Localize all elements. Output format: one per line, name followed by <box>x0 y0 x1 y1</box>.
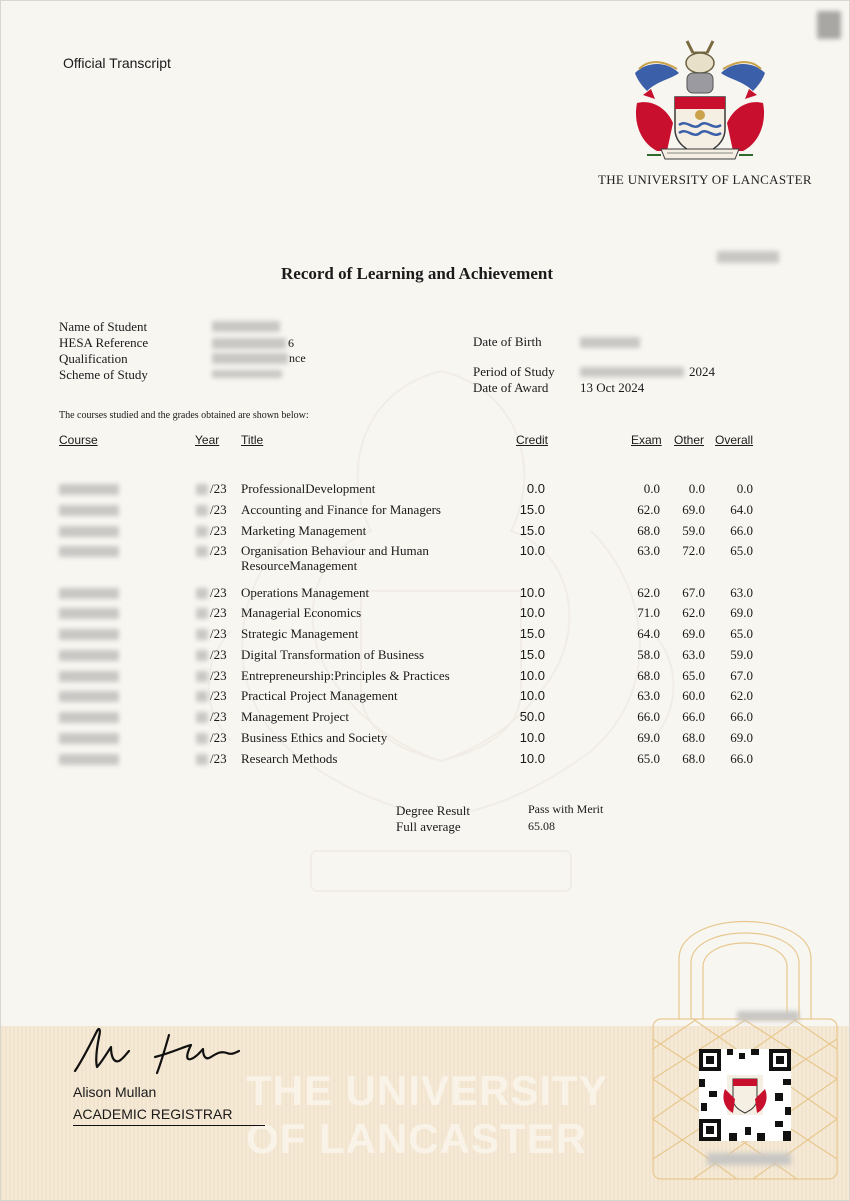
redacted-year <box>196 546 208 557</box>
redacted-dob <box>580 337 640 348</box>
redacted-serial-top <box>737 1011 799 1021</box>
row-other: 68.0 <box>682 751 705 766</box>
label-period-of-study: Period of Study <box>473 364 555 379</box>
label-date-of-birth: Date of Birth <box>473 334 542 349</box>
row-exam: 68.0 <box>637 523 660 538</box>
row-exam: 0.0 <box>643 481 660 496</box>
row-overall: 65.0 <box>730 543 753 558</box>
row-other: 59.0 <box>682 523 705 538</box>
redacted-year <box>196 712 208 723</box>
row-overall: 66.0 <box>730 751 753 766</box>
row-overall: 69.0 <box>730 730 753 745</box>
redacted-year <box>196 733 208 744</box>
redacted-serial-bottom <box>707 1153 791 1165</box>
label-degree-result: Degree Result <box>396 803 471 818</box>
intro-text: The courses studied and the grades obtained are shown below: <box>59 410 309 421</box>
redacted-year <box>196 526 208 537</box>
row-overall: 63.0 <box>730 585 753 600</box>
row-title: Practical Project Management <box>241 688 398 703</box>
row-year: /23 <box>210 688 227 703</box>
row-other: 65.0 <box>682 668 705 683</box>
row-year: /23 <box>210 730 227 745</box>
row-overall: 62.0 <box>730 688 753 703</box>
redacted-year <box>196 650 208 661</box>
hesa-partial: 6 <box>288 336 294 350</box>
row-year: /23 <box>210 626 227 641</box>
row-exam: 63.0 <box>637 688 660 703</box>
row-overall: 65.0 <box>730 626 753 641</box>
redacted-course-code <box>59 505 119 516</box>
row-year: /23 <box>210 481 227 496</box>
row-exam: 63.0 <box>637 543 660 558</box>
row-exam: 69.0 <box>637 730 660 745</box>
degree-result-value: Pass with Merit <box>528 802 604 816</box>
redacted-year <box>196 484 208 495</box>
row-credit: 15.0 <box>519 502 545 517</box>
row-title: Digital Transformation of Business <box>241 647 425 662</box>
redacted-course-code <box>59 608 119 619</box>
row-exam: 64.0 <box>637 626 660 641</box>
university-crest-icon <box>627 33 773 163</box>
redacted-course-code <box>59 526 119 537</box>
redacted-id <box>717 251 779 263</box>
row-overall: 0.0 <box>736 481 753 496</box>
row-credit: 10.0 <box>519 688 545 703</box>
row-year: /23 <box>210 709 227 724</box>
full-average-value: 65.08 <box>528 819 555 833</box>
row-title: Strategic Management <box>241 626 359 641</box>
row-exam: 65.0 <box>637 751 660 766</box>
row-credit: 50.0 <box>519 709 545 724</box>
row-title: Management Project <box>241 709 349 724</box>
row-overall: 66.0 <box>730 523 753 538</box>
redacted-year <box>196 588 208 599</box>
watermark-line-2: OF LANCASTER <box>246 1115 587 1162</box>
label-full-average: Full average <box>396 819 461 834</box>
row-title: Organisation Behaviour and Human ResourceManagement <box>241 543 429 573</box>
row-credit: 15.0 <box>519 523 545 538</box>
row-credit: 0.0 <box>526 481 545 496</box>
row-year: /23 <box>210 668 227 683</box>
qr-code-icon <box>699 1049 791 1141</box>
row-credit: 15.0 <box>519 647 545 662</box>
row-other: 69.0 <box>682 502 705 517</box>
row-other: 68.0 <box>682 730 705 745</box>
row-exam: 58.0 <box>637 647 660 662</box>
row-other: 63.0 <box>682 647 705 662</box>
row-credit: 10.0 <box>519 585 545 600</box>
redacted-year <box>196 629 208 640</box>
redacted-course-code <box>59 629 119 640</box>
row-credit: 10.0 <box>519 730 545 745</box>
row-overall: 59.0 <box>730 647 753 662</box>
row-title: Managerial Economics <box>241 605 362 620</box>
row-title: Entrepreneurship:Principles & Practices <box>241 668 450 683</box>
row-other: 66.0 <box>682 709 705 724</box>
redacted-year <box>196 608 208 619</box>
redacted-course-code <box>59 484 119 495</box>
redacted-course-code <box>59 671 119 682</box>
label-date-of-award: Date of Award <box>473 380 549 395</box>
university-name: THE UNIVERSITY OF LANCASTER <box>598 172 812 187</box>
redacted-course-code <box>59 733 119 744</box>
row-exam: 71.0 <box>637 605 660 620</box>
row-credit: 10.0 <box>519 668 545 683</box>
row-title: ProfessionalDevelopment <box>241 481 376 496</box>
redacted-course-code <box>59 754 119 765</box>
row-overall: 64.0 <box>730 502 753 517</box>
row-title: Research Methods <box>241 751 338 766</box>
redacted-qualification <box>212 353 288 364</box>
row-credit: 10.0 <box>519 543 545 558</box>
label-name-of-student: Name of Student <box>59 319 148 334</box>
row-overall: 69.0 <box>730 605 753 620</box>
redacted-year <box>196 754 208 765</box>
col-year: Year <box>195 433 220 447</box>
row-exam: 66.0 <box>637 709 660 724</box>
redacted-year <box>196 505 208 516</box>
redacted-course-code <box>59 712 119 723</box>
signature-icon <box>71 1023 243 1079</box>
col-other: Other <box>674 433 705 447</box>
row-year: /23 <box>210 751 227 766</box>
row-exam: 62.0 <box>637 502 660 517</box>
redacted-hesa <box>212 338 286 349</box>
watermark-line-1: THE UNIVERSITY <box>246 1067 608 1114</box>
label-qualification: Qualification <box>59 351 128 366</box>
redacted-course-code <box>59 546 119 557</box>
row-other: 0.0 <box>688 481 705 496</box>
signatory-name: Alison Mullan <box>73 1084 157 1100</box>
row-year: /23 <box>210 647 227 662</box>
period-partial: 2024 <box>689 364 715 379</box>
row-year: /23 <box>210 543 227 558</box>
redacted-student-name <box>212 321 280 332</box>
label-scheme-of-study: Scheme of Study <box>59 367 148 382</box>
redacted-scheme <box>212 370 282 378</box>
redacted-corner <box>817 11 841 39</box>
row-other: 72.0 <box>682 543 705 558</box>
redacted-course-code <box>59 691 119 702</box>
row-overall: 67.0 <box>730 668 753 683</box>
document-type: Official Transcript <box>63 55 171 71</box>
redacted-course-code <box>59 650 119 661</box>
row-year: /23 <box>210 585 227 600</box>
page-title: Record of Learning and Achievement <box>281 264 553 283</box>
row-other: 62.0 <box>682 605 705 620</box>
row-other: 67.0 <box>682 585 705 600</box>
row-other: 69.0 <box>682 626 705 641</box>
row-title: Accounting and Finance for Managers <box>241 502 441 517</box>
row-title: Business Ethics and Society <box>241 730 388 745</box>
col-overall: Overall <box>715 433 754 447</box>
redacted-year <box>196 671 208 682</box>
signatory-title: ACADEMIC REGISTRAR <box>73 1106 265 1126</box>
redacted-period <box>580 367 684 377</box>
redacted-year <box>196 691 208 702</box>
col-title: Title <box>241 433 264 447</box>
row-other: 60.0 <box>682 688 705 703</box>
row-exam: 62.0 <box>637 585 660 600</box>
row-credit: 10.0 <box>519 751 545 766</box>
row-year: /23 <box>210 502 227 517</box>
label-hesa-reference: HESA Reference <box>59 335 149 350</box>
col-credit: Credit <box>516 433 549 447</box>
col-exam: Exam <box>631 433 662 447</box>
date-of-award: 13 Oct 2024 <box>580 380 645 395</box>
row-title: Operations Management <box>241 585 370 600</box>
row-year: /23 <box>210 523 227 538</box>
col-course: Course <box>59 433 98 447</box>
row-year: /23 <box>210 605 227 620</box>
redacted-course-code <box>59 588 119 599</box>
row-credit: 15.0 <box>519 626 545 641</box>
row-credit: 10.0 <box>519 605 545 620</box>
row-overall: 66.0 <box>730 709 753 724</box>
qualification-partial: nce <box>289 351 306 365</box>
row-title: Marketing Management <box>241 523 367 538</box>
row-exam: 68.0 <box>637 668 660 683</box>
